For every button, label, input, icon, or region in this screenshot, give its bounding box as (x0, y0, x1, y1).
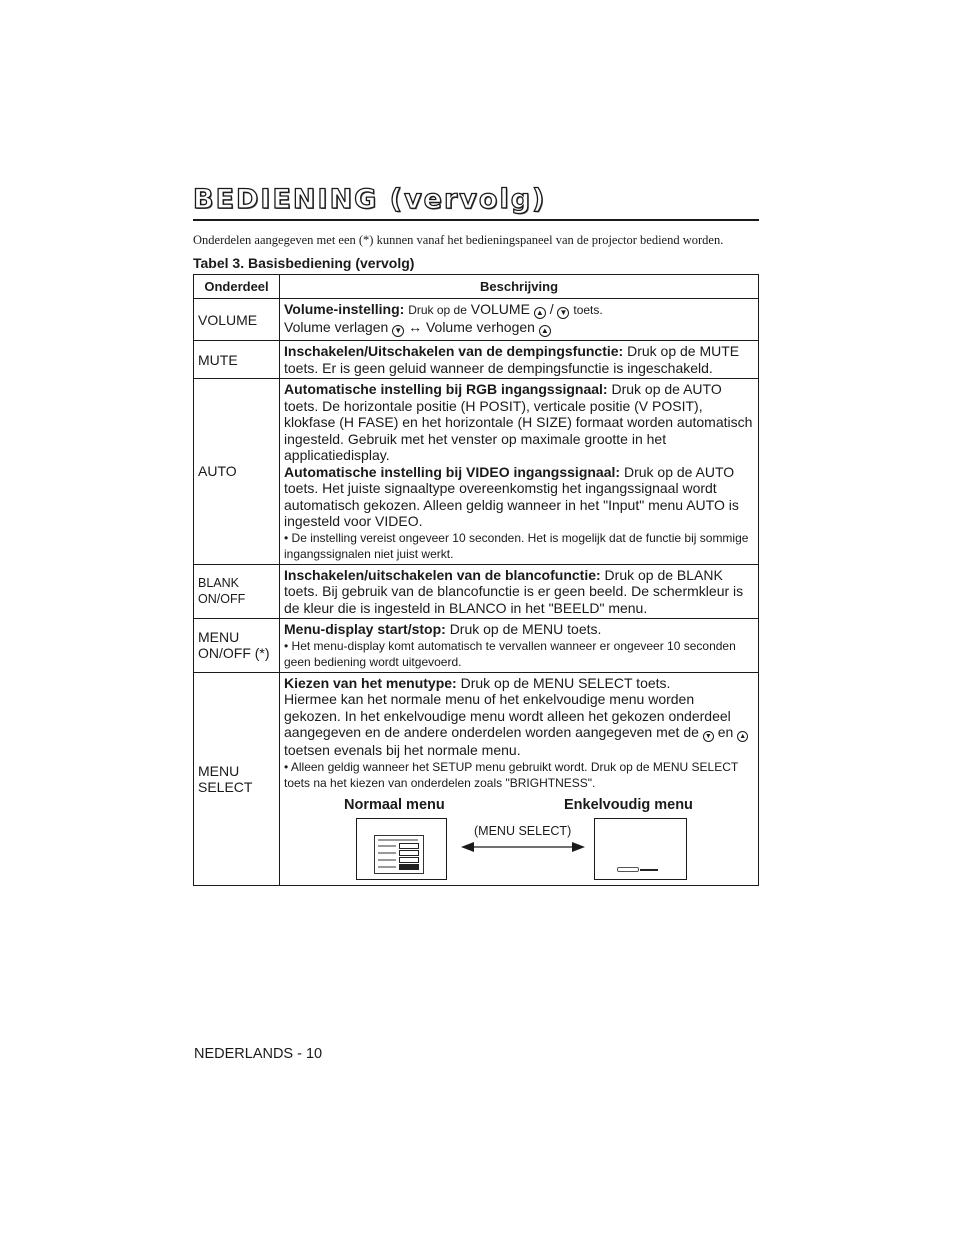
table-header-row (194, 275, 759, 299)
page-title: BEDIENING (vervolg) (193, 184, 547, 215)
table-row-auto (194, 379, 759, 565)
table-row-volume (194, 299, 759, 341)
double-arrow-icon: ↔ (408, 319, 423, 335)
auto-note: • De instelling vereist ongeveer 10 seconden. Het is mogelijk dat de functie bij sommige ingangssignalen niet juist werkt. (284, 530, 749, 561)
menu-select-text-1: Druk op de MENU SELECT toets. (460, 674, 671, 691)
up-arrow-circle-icon: ▲ (737, 731, 748, 742)
item-auto: AUTO (194, 379, 280, 565)
desc-mute (280, 341, 759, 379)
desc-volume (280, 299, 759, 341)
header-item: Onderdeel (194, 275, 280, 299)
desc-auto (280, 379, 759, 565)
up-arrow-circle-icon: ▲ (539, 325, 551, 337)
down-arrow-circle-icon: ▼ (557, 307, 569, 319)
title-rule (193, 219, 759, 221)
blank-heading: Inschakelen/uitschakelen van de blancofunctie: (284, 566, 601, 583)
table-row-blank (194, 564, 759, 619)
up-arrow-circle-icon: ▲ (534, 307, 546, 319)
table-row-mute (194, 341, 759, 379)
item-blank (194, 564, 280, 619)
menu-select-text-2: Hiermee kan het normale menu of het enkelvoudige menu worden gekozen. In het enkelvoudige menu wordt alleen het gekozen onderdeel aangegeven en de andere onderdelen worden aangegeven met de (284, 691, 731, 740)
item-menu-select-line2: SELECT (198, 778, 253, 795)
volume-text-7: Volume verhogen (425, 319, 535, 335)
item-menu-line2: ON/OFF (*) (198, 645, 270, 662)
volume-heading: Volume-instelling: (284, 301, 405, 317)
blank-text: Druk op de BLANK toets. Bij gebruik van de blancofunctie is er geen beeld. De schermkleur is de kleur die is ingesteld in BLANCO in het "BEELD" menu. (284, 566, 744, 616)
menu-heading: Menu-display start/stop: (284, 621, 446, 637)
menu-select-diagram (284, 791, 754, 879)
auto-heading-rgb: Automatische instelling bij RGB ingangssignaal: (284, 381, 608, 397)
item-menu-line1: MENU (198, 629, 240, 646)
menu-select-text-3: toetsen evenals bij het normale menu. (284, 742, 521, 758)
desc-blank (280, 564, 759, 619)
item-menu (194, 619, 280, 673)
item-blank-line2: ON/OFF (198, 592, 246, 607)
menu-select-text-en: en (717, 724, 734, 740)
down-arrow-circle-icon: ▼ (703, 731, 714, 742)
table-row-menu-select (194, 672, 759, 885)
single-menu-bar (640, 869, 658, 871)
auto-text-video: Druk op de AUTO toets. Het juiste signaaltype overeenkomstig het ingangssignaal wordt automatisch gekozen. Alleen geldig wanneer in het "Input" menu AUTO is ingesteld voor VIDEO. (284, 463, 739, 529)
mute-heading: Inschakelen/Uitschakelen van de dempingsfunctie: (284, 343, 624, 359)
double-arrow-icon (460, 839, 586, 855)
volume-text-1: Druk op de (408, 303, 467, 317)
menu-select-heading: Kiezen van het menutype: (284, 674, 457, 691)
volume-text-2: VOLUME (470, 301, 530, 317)
volume-text-3: / (549, 301, 554, 317)
single-menu-screen (594, 818, 687, 880)
menu-select-note: • Alleen geldig wanneer het SETUP menu gebruikt wordt. Druk op de MENU SELECT toets na het kiezen van onderdelen zoals "BRIGHTNESS". (284, 759, 738, 790)
item-mute: MUTE (194, 341, 280, 379)
single-menu-label-box (617, 867, 639, 872)
item-blank-line1: BLANK (198, 576, 239, 591)
volume-text-4: toets. (573, 303, 603, 317)
item-menu-select-line1: MENU (198, 762, 240, 779)
table-caption: Tabel 3. Basisbediening (vervolg) (193, 255, 415, 271)
menu-select-arrow-label: (MENU SELECT) (474, 823, 572, 838)
intro-text: Onderdelen aangegeven met een (*) kunnen vanaf het bedieningspaneel van de projector bediend worden. (193, 233, 724, 247)
mute-text: Druk op de MUTE toets. Er is geen geluid wanneer de dempingsfunctie is ingeschakeld. (284, 343, 740, 376)
menu-note: • Het menu-display komt automatisch te vervallen wanneer er ongeveer 10 seconden geen bediening wordt uitgevoerd. (284, 638, 736, 669)
volume-text-5: Volume verlagen (284, 319, 389, 335)
desc-menu (280, 619, 759, 673)
item-volume: VOLUME (194, 299, 280, 341)
single-menu-label: Enkelvoudig menu (564, 796, 693, 813)
auto-heading-video: Automatische instelling bij VIDEO ingangssignaal: (284, 463, 621, 480)
normal-menu-screen (356, 818, 447, 880)
normal-menu-thumbnail (374, 835, 424, 874)
table-row-menu (194, 619, 759, 673)
auto-text-rgb: Druk op de AUTO toets. De horizontale positie (H POSIT), verticale positie (V POSIT), klokfase (H FASE) en het horizontale (H SIZE) formaat worden automatisch ingesteld. Gebruik met het venster op maximale grootte in het applicatiedisplay. (284, 381, 753, 463)
desc-menu-select (280, 672, 759, 885)
menu-text: Druk op de MENU toets. (449, 621, 602, 637)
basic-operation-table (193, 274, 759, 886)
item-menu-select (194, 672, 280, 885)
page-footer: NEDERLANDS - 10 (194, 1046, 323, 1062)
down-arrow-circle-icon: ▼ (392, 325, 404, 337)
header-description: Beschrijving (280, 275, 759, 299)
normal-menu-label: Normaal menu (344, 796, 445, 813)
